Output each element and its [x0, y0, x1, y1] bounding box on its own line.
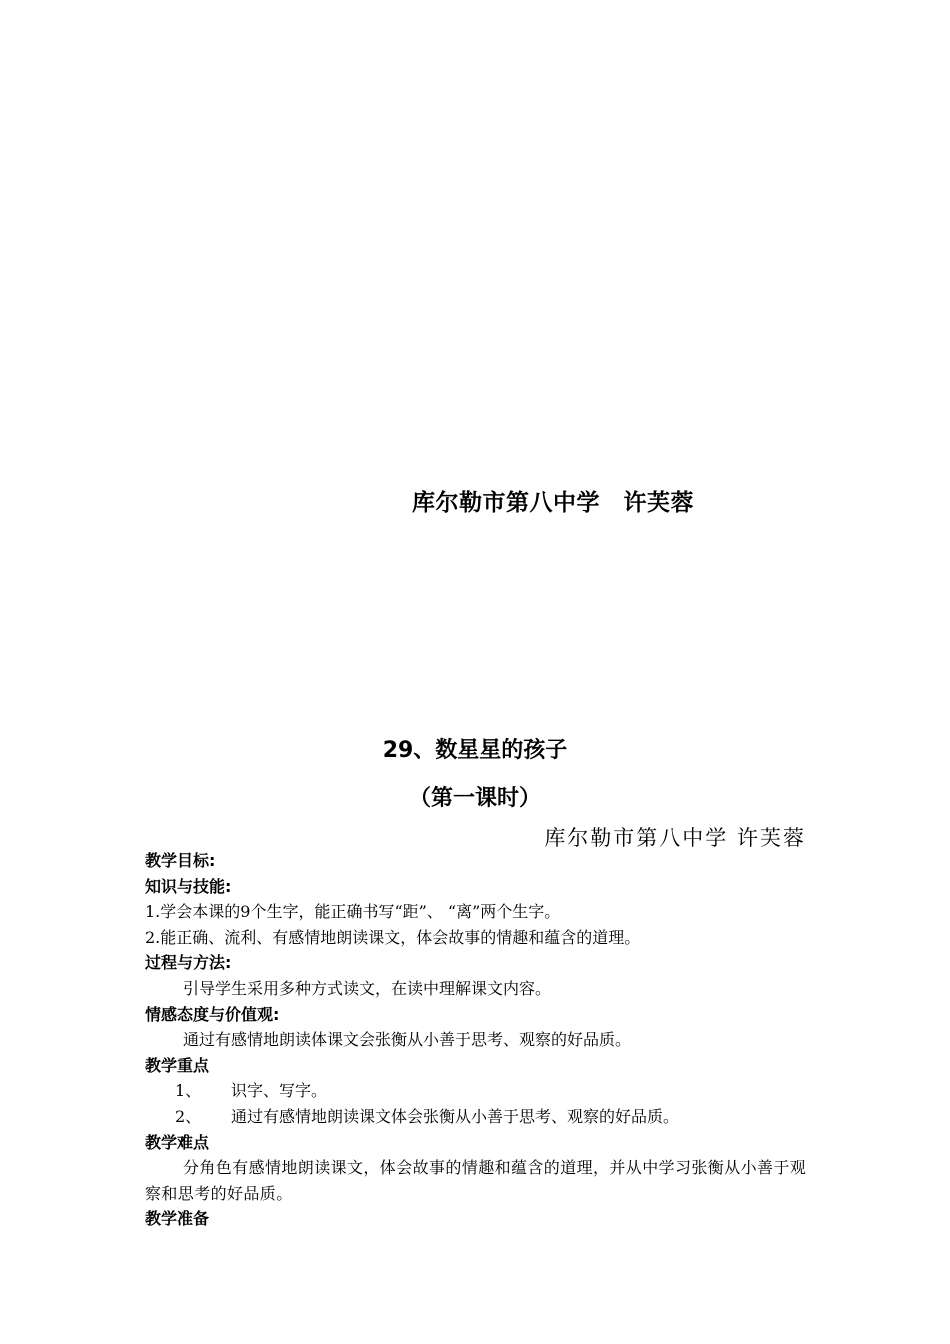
lesson-subtitle: （第一课时）	[408, 786, 541, 811]
emotion-text: 通过有感情地朗读体课文会张衡从小善于思考、观察的好品质。	[183, 1030, 632, 1050]
lesson-byline: 库尔勒市第八中学 许芙蓉	[544, 826, 806, 850]
knowledge-heading: 知识与技能:	[145, 876, 232, 896]
key-point-text: 识字、写字。	[231, 1081, 328, 1101]
goals-heading: 教学目标:	[145, 851, 216, 870]
key-point-item	[145, 1104, 810, 1130]
difficulty-heading: 教学难点	[145, 1132, 210, 1152]
emotion-heading: 情感态度与价值观:	[145, 1004, 280, 1024]
knowledge-item: 2.能正确、流利、有感情地朗读课文，体会故事的情趣和蕴含的道理。	[145, 927, 641, 947]
difficulty-text: 分角色有感情地朗读课文，体会故事的情趣和蕴含的道理，并从中学习张衡从小善于观察和思考的好品质。	[145, 1158, 807, 1203]
preparation-heading: 教学准备	[145, 1209, 210, 1229]
lesson-plan-body	[145, 848, 810, 1232]
key-point-number: 1、	[175, 1081, 202, 1101]
key-points-heading: 教学重点	[145, 1055, 210, 1075]
key-point-text: 通过有感情地朗读课文体会张衡从小善于思考、观察的好品质。	[231, 1106, 680, 1126]
key-point-number: 2、	[175, 1106, 202, 1126]
process-text: 引导学生采用多种方式读文，在读中理解课文内容。	[183, 978, 552, 998]
cover-author-line: 库尔勒市第八中学 许芙蓉	[412, 490, 694, 516]
key-point-item	[145, 1078, 810, 1104]
lesson-title: 29、数星星的孩子	[382, 738, 568, 763]
knowledge-item: 1.学会本课的9个生字，能正确书写“距”、 “离”两个生字。	[145, 902, 561, 922]
process-heading: 过程与方法:	[145, 953, 232, 973]
